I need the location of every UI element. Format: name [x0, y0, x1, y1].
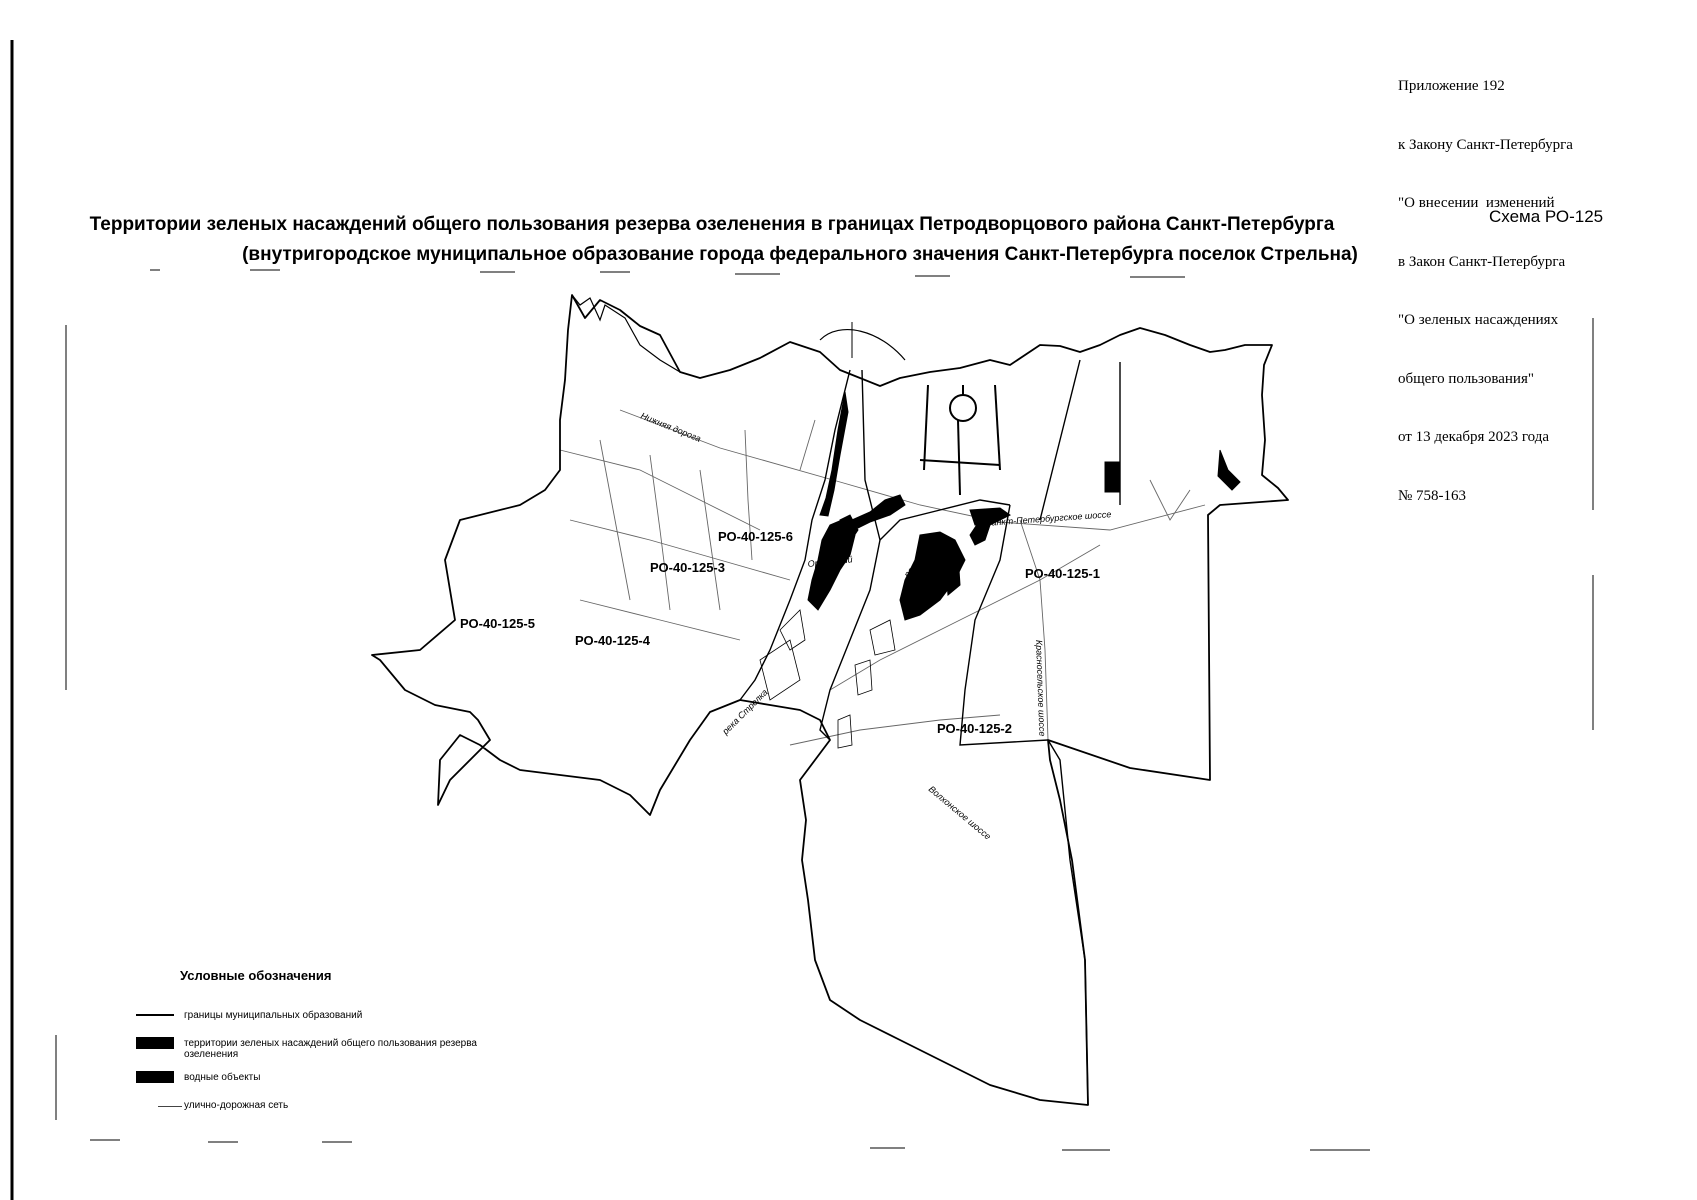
- thin-line-symbol: [158, 1106, 182, 1107]
- legend-label: границы муниципальных образований: [184, 1010, 363, 1021]
- road-label: река Кикенка: [901, 530, 946, 580]
- road-network: [560, 410, 1205, 745]
- parcel-boundaries: [740, 360, 1120, 1105]
- parcel-label: РО-40-125-6: [718, 529, 793, 544]
- road-label: Красносельское шоссе: [1034, 639, 1048, 737]
- legend-label: водные объекты: [184, 1072, 261, 1083]
- green-reserve-areas: [808, 392, 1240, 620]
- black-fill-symbol: [136, 1037, 174, 1049]
- legend-label: территории зеленых насаждений общего пользования резерва озеленения: [184, 1038, 477, 1060]
- appendix-line: Приложение 192: [1398, 78, 1505, 94]
- appendix-line: "О зеленых насаждениях: [1398, 312, 1559, 328]
- parcel-label: РО-40-125-4: [575, 633, 650, 648]
- black-fill-symbol: [136, 1071, 174, 1083]
- scan-marks: [12, 40, 1593, 1200]
- riverside-strips: [760, 610, 895, 748]
- appendix-line: общего пользования": [1398, 370, 1534, 387]
- legend-label: улично-дорожная сеть: [184, 1100, 289, 1111]
- coastline: [820, 330, 905, 360]
- parcel-label: РО-40-125-1: [1025, 566, 1100, 581]
- map-title-line-2: (внутригородское муниципальное образование города федерального значения Санкт-Петербурга поселок Стрельна): [242, 244, 1358, 265]
- appendix-line: "О внесении изменений: [1398, 195, 1555, 211]
- road-label: Нижняя дорога: [639, 410, 703, 444]
- scheme-label: Схема РО-125: [1489, 207, 1604, 226]
- boundary-line-symbol: [136, 1014, 174, 1016]
- appendix-line: № 758-163: [1398, 487, 1467, 504]
- parcel-label: РО-40-125-5: [460, 616, 535, 631]
- road-label: Орловский: [807, 554, 854, 569]
- appendix-line: в Закон Санкт-Петербурга: [1398, 253, 1566, 270]
- park-canals: [920, 385, 1000, 495]
- appendix-line: от 13 декабря 2023 года: [1398, 429, 1550, 445]
- map-title-line-1: Территории зеленых насаждений общего пользования резерва озеленения в границах Петродворцового района Санкт-Петербурга: [89, 214, 1335, 235]
- appendix-line: к Закону Санкт-Петербурга: [1398, 136, 1573, 153]
- district-boundary: [372, 295, 1288, 1105]
- coastline: [572, 295, 680, 372]
- road-label: Санкт-Петербургское шоссе: [984, 509, 1112, 528]
- legend-title: Условные обозначения: [180, 968, 332, 983]
- parcel-label: РО-40-125-3: [650, 560, 725, 575]
- road-label: Волхонское шоссе: [926, 783, 993, 842]
- road-label: река Стрелка: [720, 687, 770, 737]
- parcel-label: РО-40-125-2: [937, 721, 1012, 736]
